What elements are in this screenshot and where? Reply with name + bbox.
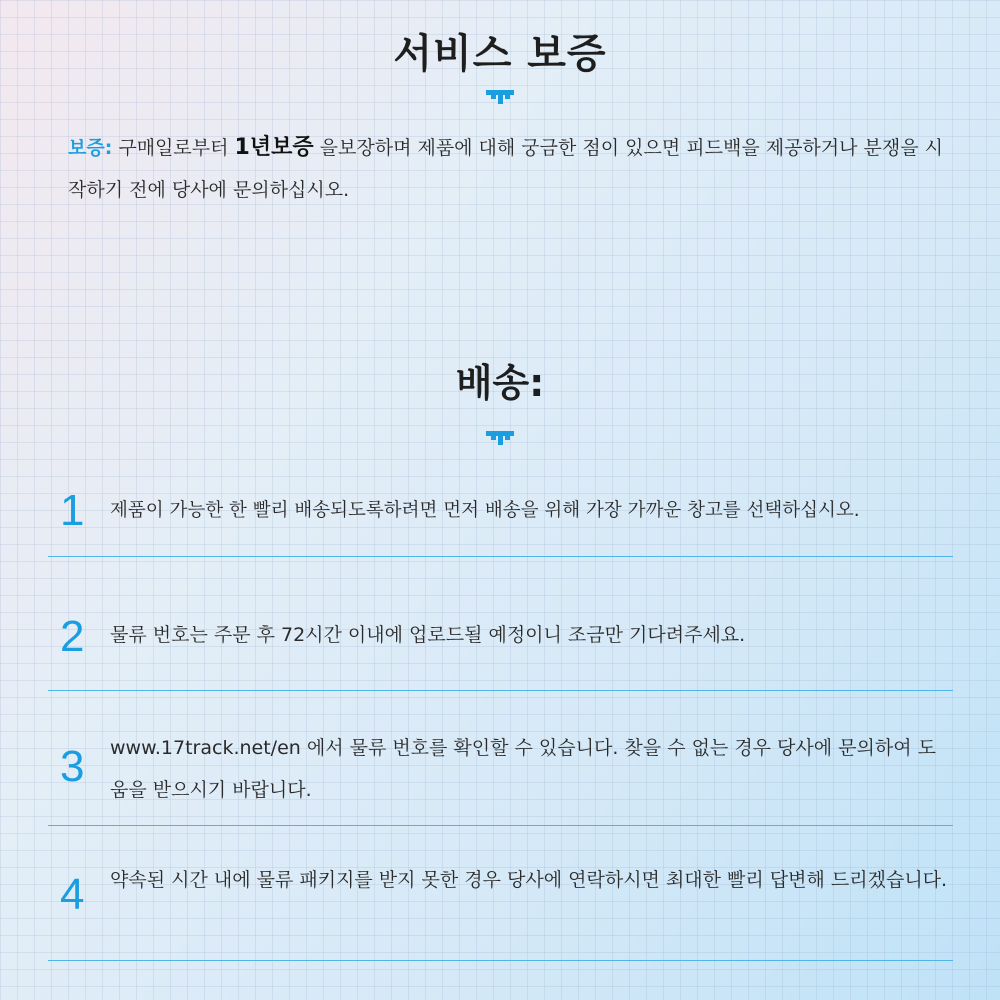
warranty-text-before: 구매일로부터: [112, 137, 235, 159]
step-number: 4: [60, 870, 85, 919]
shipping-step: [48, 690, 953, 826]
step-text: www.17track.net/en 에서 물류 번호를 확인할 수 있습니다. 찾을 수 없는 경우 당사에 문의하여 도움을 받으시기 바랍니다.: [110, 737, 936, 801]
step-number: 1: [60, 486, 85, 535]
step-text: 물류 번호는 주문 후 72시간 이내에 업로드될 예정이니 조금만 기다려주세요.: [110, 624, 746, 646]
warranty-title: 서비스 보증: [393, 31, 607, 77]
step-text: 약속된 시간 내에 물류 패키지를 받지 못한 경우 당사에 연락하시면 최대한 빨리 답변해 드리겠습니다.: [110, 869, 948, 891]
step-number: 3: [60, 742, 85, 791]
shipping-title: 배송:: [455, 361, 545, 405]
shipping-step: [48, 825, 953, 961]
warranty-label: 보증:: [68, 137, 113, 159]
shipping-step: [48, 470, 953, 557]
pixel-ornament-icon: [486, 90, 514, 104]
pixel-ornament-icon: [486, 431, 514, 445]
warranty-text-after: 을보장하며 제품에 대해 궁금한 점이 있으면 피드백을 제공하거나 분쟁을 시작하기 전에 당사에 문의하십시오.: [68, 137, 943, 201]
shipping-step: [48, 556, 953, 691]
step-text: 제품이 가능한 한 빨리 배송되도록하려면 먼저 배송을 위해 가장 가까운 창고를 선택하십시오.: [110, 500, 860, 521]
warranty-emphasis: 1년보증: [234, 135, 314, 160]
warranty-paragraph: [68, 127, 948, 211]
step-number: 2: [60, 612, 85, 661]
